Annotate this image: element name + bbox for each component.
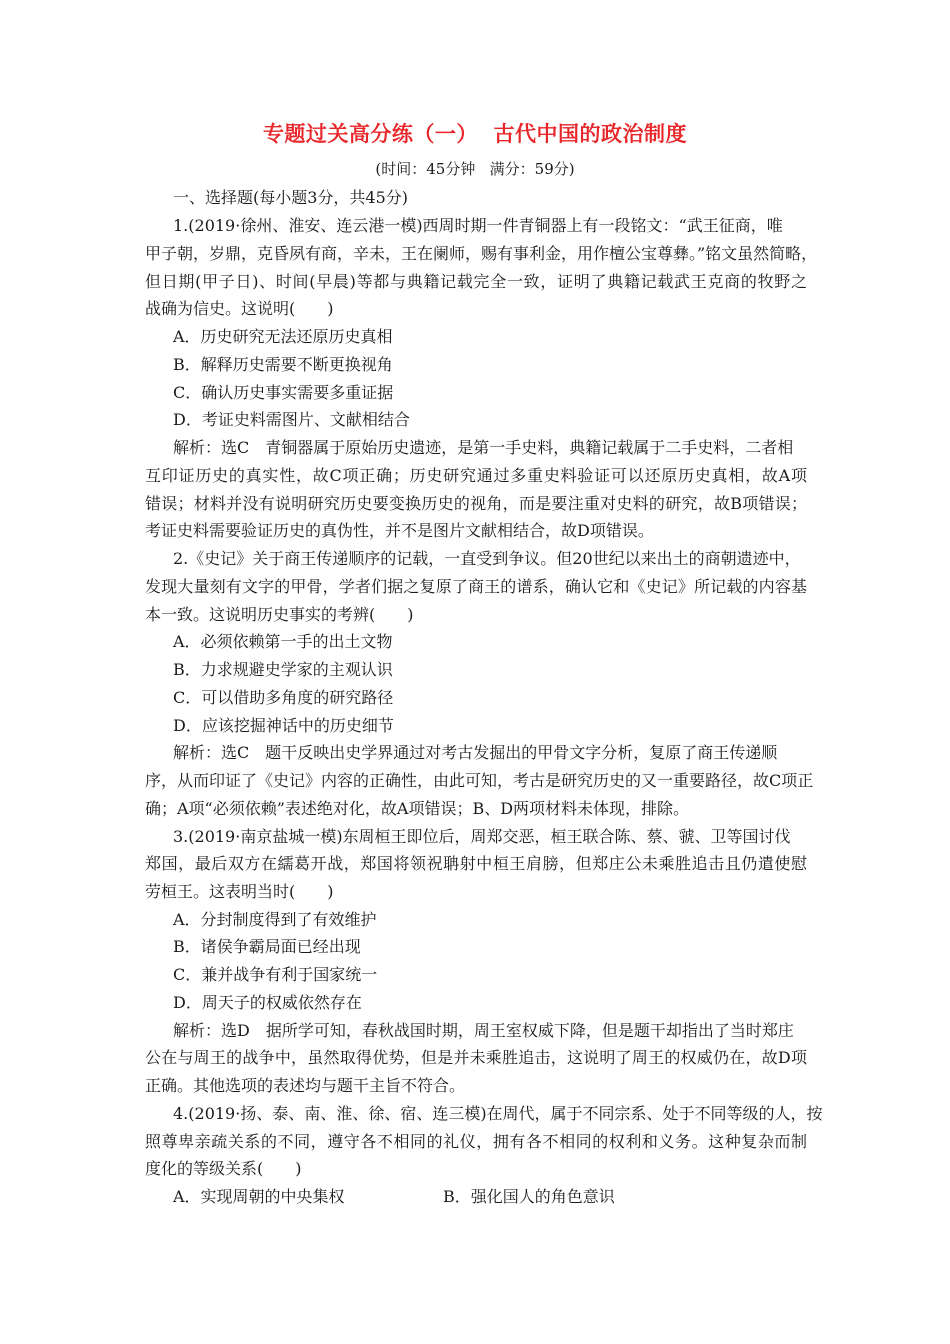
question-4-option-a: A．实现周朝的中央集权 <box>173 1187 345 1206</box>
question-1-stem-line: 1.(2019·徐州、淮安、连云港一模)西周时期一件青铜器上有一段铭文：“武王征商，唯 <box>173 216 783 235</box>
question-2-analysis-line: 确；A项“必须依赖”表述绝对化，故A项错误；B、D两项材料未体现，排除。 <box>145 799 690 818</box>
question-3-option-a: A．分封制度得到了有效维护 <box>173 910 377 929</box>
question-4-stem-line: 照尊卑亲疏关系的不同，遵守各不相同的礼仪，拥有各不相同的权利和义务。这种复杂而制 <box>145 1132 807 1151</box>
question-2-option-b: B．力求规避史学家的主观认识 <box>173 660 393 679</box>
question-1-option-c: C．确认历史事实需要多重证据 <box>173 383 394 402</box>
question-2-stem-line: 2.《史记》关于商王传递顺序的记载，一直受到争议。但20世纪以来出土的商朝遗迹中， <box>173 549 801 568</box>
question-2-stem-line: 发现大量刻有文字的甲骨，学者们据之复原了商王的谱系，确认它和《史记》所记载的内容基 <box>145 577 807 596</box>
question-1-stem-line: 战确为信史。这说明( ) <box>145 299 334 318</box>
question-1-analysis-line: 解析：选C 青铜器属于原始历史遗迹，是第一手史料，典籍记载属于二手史料，二者相 <box>173 438 794 457</box>
question-3-stem-line: 3.(2019·南京盐城一模)东周桓王即位后，周郑交恶，桓王联合陈、蔡、虢、卫等国讨伐 <box>173 827 791 846</box>
question-4-option-b: B．强化国人的角色意识 <box>443 1187 615 1206</box>
question-2-option-d: D．应该挖掘神话中的历史细节 <box>173 716 394 735</box>
question-2-analysis-line: 序，从而印证了《史记》内容的正确性，由此可知，考古是研究历史的又一重要路径，故C项正 <box>145 771 814 790</box>
question-3-analysis-line: 解析：选D 据所学可知，春秋战国时期，周王室权威下降，但是题干却指出了当时郑庄 <box>173 1021 794 1040</box>
question-1-option-a: A．历史研究无法还原历史真相 <box>173 327 393 346</box>
question-1-stem-line: 但日期(甲子日)、时间(早晨)等都与典籍记载完全一致，证明了典籍记载武王克商的牧野之 <box>145 272 807 291</box>
question-3-analysis-line: 公在与周王的战争中，虽然取得优势，但是并未乘胜追击，这说明了周王的权威仍在，故D项 <box>145 1048 807 1067</box>
question-1-analysis-line: 错误；材料并没有说明研究历史要变换历史的视角，而是要注重对史料的研究，故B项错误； <box>145 494 807 513</box>
question-3-option-c: C．兼并战争有利于国家统一 <box>173 965 378 984</box>
question-1-stem-line: 甲子朝，岁鼎，克昏夙有商，辛未，王在阑师，赐有事利金，用作檀公宝尊彝。”铭文虽然简略， <box>145 244 818 263</box>
question-1-option-b: B．解释历史需要不断更换视角 <box>173 355 393 374</box>
question-1-analysis-line: 考证史料需要验证历史的真伪性，并不是图片文献相结合，故D项错误。 <box>145 521 654 540</box>
question-3-option-d: D．周天子的权威依然存在 <box>173 993 362 1012</box>
page-subtitle: (时间：45分钟 满分：59分) <box>375 160 575 178</box>
question-2-stem-line: 本一致。这说明历史事实的考辨( ) <box>145 605 414 624</box>
question-3-option-b: B．诸侯争霸局面已经出现 <box>173 937 361 956</box>
question-1-analysis-line: 互印证历史的真实性，故C项正确；历史研究通过多重史料验证可以还原历史真相，故A项 <box>145 466 807 485</box>
question-3-analysis-line: 正确。其他选项的表述均与题干主旨不符合。 <box>145 1076 466 1095</box>
page-title: 专题过关高分练（一） 古代中国的政治制度 <box>262 122 688 146</box>
question-4-stem-line: 度化的等级关系( ) <box>145 1159 302 1178</box>
question-1-option-d: D．考证史料需图片、文献相结合 <box>173 410 410 429</box>
question-3-stem-line: 郑国，最后双方在繻葛开战，郑国将领祝聃射中桓王肩膀，但郑庄公未乘胜追击且仍遣使慰 <box>145 854 807 873</box>
question-2-analysis-line: 解析：选C 题干反映出史学界通过对考古发掘出的甲骨文字分析，复原了商王传递顺 <box>173 743 778 762</box>
question-2-option-c: C．可以借助多角度的研究路径 <box>173 688 394 707</box>
section-heading: 一、选择题(每小题3分，共45分) <box>173 188 409 207</box>
question-3-stem-line: 劳桓王。这表明当时( ) <box>145 882 334 901</box>
question-4-stem-line: 4.(2019·扬、泰、南、淮、徐、宿、连三模)在周代，属于不同宗系、处于不同等级的人，按 <box>173 1104 823 1123</box>
question-2-option-a: A．必须依赖第一手的出土文物 <box>173 632 393 651</box>
